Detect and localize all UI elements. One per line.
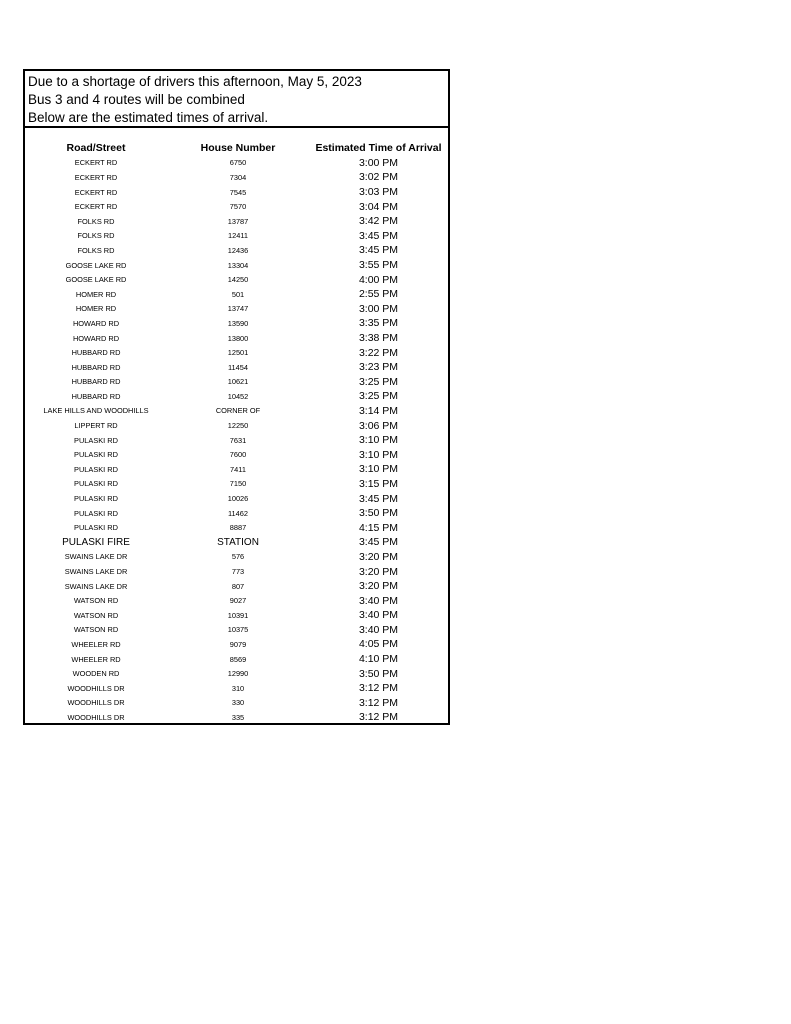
table-row — [25, 375, 448, 390]
house-number-cell: 11454 — [227, 362, 248, 372]
notice-line-2: Bus 3 and 4 routes will be combined — [28, 92, 245, 107]
table-row — [25, 608, 448, 623]
house-number-cell: 14250 — [227, 275, 249, 285]
table-row — [25, 447, 448, 462]
arrival-time-cell: 3:10 PM — [358, 463, 399, 476]
house-number-cell: 7600 — [229, 450, 247, 460]
arrival-time-cell: 3:45 PM — [358, 244, 399, 257]
house-number-cell: 13590 — [227, 318, 249, 328]
road-street-cell: FOLKS RD — [77, 231, 115, 241]
arrival-time-cell: 3:40 PM — [358, 609, 399, 622]
house-number-cell: 10452 — [227, 391, 249, 401]
table-row — [25, 652, 448, 667]
notice-line-1: Due to a shortage of drivers this afternoon, May 5, 2023 — [28, 74, 362, 89]
house-number-cell: 13800 — [227, 333, 249, 343]
road-street-cell: PULASKI RD — [74, 479, 118, 489]
house-number-cell: 330 — [231, 698, 245, 708]
arrival-time-cell: 3:45 PM — [358, 229, 399, 242]
arrival-time-cell: 3:00 PM — [358, 302, 399, 315]
table-row — [25, 170, 448, 185]
table-row — [25, 404, 448, 419]
road-street-cell: WHEELER RD — [71, 639, 121, 649]
table-row — [25, 710, 448, 725]
arrival-time-cell: 3:03 PM — [358, 186, 399, 199]
arrival-time-cell: 3:45 PM — [358, 492, 399, 505]
table-row — [25, 623, 448, 638]
table-row — [25, 331, 448, 346]
road-street-cell: WOODHILLS DR — [67, 683, 125, 693]
road-street-cell: SWAINS LAKE DR — [64, 581, 128, 591]
table-row — [25, 418, 448, 433]
table-header-row — [25, 141, 448, 155]
table-row — [25, 360, 448, 375]
arrival-time-cell: 3:20 PM — [358, 580, 399, 593]
house-number-cell: 7411 — [230, 464, 246, 474]
column-header-arrival-time: Estimated Time of Arrival — [315, 142, 442, 154]
road-street-cell: WATSON RD — [73, 596, 119, 606]
arrival-schedule-document — [23, 69, 450, 725]
arrival-time-cell: 3:22 PM — [358, 346, 399, 359]
house-number-cell: 807 — [231, 581, 245, 591]
arrival-time-cell: 3:02 PM — [358, 171, 399, 184]
house-number-cell: 13747 — [227, 304, 249, 314]
arrival-time-cell: 3:14 PM — [358, 404, 399, 417]
arrival-time-cell: 3:10 PM — [358, 448, 399, 461]
column-header-road-street: Road/Street — [66, 142, 126, 154]
house-number-cell: 7545 — [229, 187, 247, 197]
arrival-time-cell: 4:05 PM — [358, 638, 399, 651]
house-number-cell: 13304 — [227, 260, 249, 270]
house-number-cell: 501 — [231, 289, 245, 299]
arrival-time-cell: 3:45 PM — [358, 536, 399, 549]
house-number-cell: 9027 — [229, 596, 247, 606]
table-row — [25, 579, 448, 594]
road-street-cell: HUBBARD RD — [71, 348, 121, 358]
house-number-cell: 11462 — [227, 508, 248, 518]
table-row — [25, 243, 448, 258]
house-number-cell: 12436 — [227, 245, 249, 255]
table-row — [25, 535, 448, 550]
arrival-time-cell: 3:00 PM — [358, 156, 399, 169]
arrival-time-cell: 2:55 PM — [358, 288, 399, 301]
notice-header — [25, 71, 448, 128]
arrival-time-cell: 4:15 PM — [358, 521, 399, 534]
house-number-cell: 335 — [231, 712, 245, 722]
table-row — [25, 258, 448, 273]
road-street-cell: FOLKS RD — [77, 245, 115, 255]
table-row — [25, 696, 448, 711]
table-row — [25, 229, 448, 244]
house-number-cell: STATION — [217, 536, 259, 548]
table-body — [25, 156, 448, 725]
arrival-time-cell: 3:10 PM — [358, 434, 399, 447]
arrival-time-cell: 3:15 PM — [358, 477, 399, 490]
road-street-cell: WOODHILLS DR — [67, 698, 125, 708]
arrival-time-cell: 3:40 PM — [358, 594, 399, 607]
table-row — [25, 433, 448, 448]
arrival-time-cell: 3:42 PM — [358, 215, 399, 228]
table-row — [25, 199, 448, 214]
house-number-cell: 6750 — [229, 158, 247, 168]
table-row — [25, 156, 448, 171]
road-street-cell: ECKERT RD — [74, 202, 118, 212]
arrival-time-cell: 3:35 PM — [358, 317, 399, 330]
table-row — [25, 477, 448, 492]
table-row — [25, 287, 448, 302]
arrival-time-cell: 3:40 PM — [358, 623, 399, 636]
arrival-time-cell: 3:25 PM — [358, 375, 399, 388]
arrival-time-cell: 3:04 PM — [358, 200, 399, 213]
house-number-cell: 12990 — [227, 669, 249, 679]
house-number-cell: 7570 — [229, 202, 247, 212]
arrival-time-cell: 3:12 PM — [358, 682, 399, 695]
road-street-cell: ECKERT RD — [74, 187, 118, 197]
table-row — [25, 564, 448, 579]
arrival-time-cell: 3:50 PM — [358, 507, 399, 520]
house-number-cell: 576 — [231, 552, 245, 562]
table-row — [25, 185, 448, 200]
arrival-time-cell: 3:06 PM — [358, 419, 399, 432]
house-number-cell: 9079 — [229, 639, 247, 649]
road-street-cell: HOMER RD — [75, 289, 117, 299]
road-street-cell: WOODEN RD — [72, 669, 120, 679]
road-street-cell: PULASKI RD — [74, 450, 118, 460]
road-street-cell: GOOSE LAKE RD — [65, 260, 127, 270]
road-street-cell: LAKE HILLS AND WOODHILLS — [43, 406, 149, 416]
road-street-cell: HUBBARD RD — [71, 391, 121, 401]
road-street-cell: HOMER RD — [75, 304, 117, 314]
table-row — [25, 462, 448, 477]
road-street-cell: SWAINS LAKE DR — [64, 552, 128, 562]
notice-line-3: Below are the estimated times of arrival. — [28, 110, 269, 125]
arrival-time-cell: 3:55 PM — [358, 259, 399, 272]
house-number-cell: 7304 — [229, 172, 247, 182]
arrival-time-cell: 3:20 PM — [358, 550, 399, 563]
road-street-cell: WOODHILLS DR — [67, 712, 125, 722]
road-street-cell: ECKERT RD — [74, 158, 118, 168]
house-number-cell: 13787 — [227, 216, 249, 226]
road-street-cell: PULASKI RD — [74, 435, 118, 445]
table-row — [25, 272, 448, 287]
road-street-cell: HUBBARD RD — [71, 362, 121, 372]
road-street-cell: PULASKI RD — [74, 508, 118, 518]
road-street-cell: HOWARD RD — [72, 333, 120, 343]
road-street-cell: PULASKI RD — [74, 494, 118, 504]
house-number-cell: 8887 — [229, 523, 247, 533]
house-number-cell: 773 — [231, 567, 245, 577]
house-number-cell: 10026 — [227, 494, 249, 504]
road-street-cell: PULASKI FIRE — [62, 536, 130, 548]
arrival-time-cell: 3:25 PM — [358, 390, 399, 403]
table-row — [25, 681, 448, 696]
house-number-cell: 12501 — [227, 348, 249, 358]
road-street-cell: HUBBARD RD — [71, 377, 121, 387]
arrival-time-cell: 4:10 PM — [358, 653, 399, 666]
arrival-time-cell: 4:00 PM — [358, 273, 399, 286]
house-number-cell: 12411 — [227, 231, 248, 241]
road-street-cell: WATSON RD — [73, 610, 119, 620]
road-street-cell: FOLKS RD — [77, 216, 115, 226]
table-row — [25, 637, 448, 652]
table-row — [25, 302, 448, 317]
table-row — [25, 506, 448, 521]
house-number-cell: 10375 — [227, 625, 249, 635]
arrival-time-cell: 3:12 PM — [358, 711, 399, 724]
table-row — [25, 491, 448, 506]
table-row — [25, 550, 448, 565]
house-number-cell: CORNER OF — [215, 406, 261, 416]
road-street-cell: WHEELER RD — [71, 654, 121, 664]
arrival-time-cell: 3:50 PM — [358, 667, 399, 680]
road-street-cell: PULASKI RD — [74, 464, 118, 474]
arrival-time-cell: 3:23 PM — [358, 361, 399, 374]
road-street-cell: GOOSE LAKE RD — [65, 275, 127, 285]
house-number-cell: 310 — [231, 683, 245, 693]
arrival-time-cell: 3:38 PM — [358, 332, 399, 345]
arrival-time-cell: 3:20 PM — [358, 565, 399, 578]
table-row — [25, 389, 448, 404]
arrival-time-cell: 3:12 PM — [358, 696, 399, 709]
house-number-cell: 12250 — [227, 421, 249, 431]
road-street-cell: HOWARD RD — [72, 318, 120, 328]
table-row — [25, 666, 448, 681]
house-number-cell: 10621 — [227, 377, 249, 387]
road-street-cell: LIPPERT RD — [74, 421, 118, 431]
road-street-cell: WATSON RD — [73, 625, 119, 635]
table-row — [25, 593, 448, 608]
road-street-cell: PULASKI RD — [74, 523, 118, 533]
road-street-cell: SWAINS LAKE DR — [64, 567, 128, 577]
house-number-cell: 8569 — [229, 654, 247, 664]
table-row — [25, 345, 448, 360]
house-number-cell: 7150 — [229, 479, 247, 489]
column-header-house-number: House Number — [200, 142, 276, 154]
house-number-cell: 10391 — [227, 610, 249, 620]
house-number-cell: 7631 — [229, 435, 247, 445]
table-row — [25, 520, 448, 535]
arrival-table — [25, 141, 448, 725]
table-row — [25, 214, 448, 229]
table-row — [25, 316, 448, 331]
road-street-cell: ECKERT RD — [74, 172, 118, 182]
